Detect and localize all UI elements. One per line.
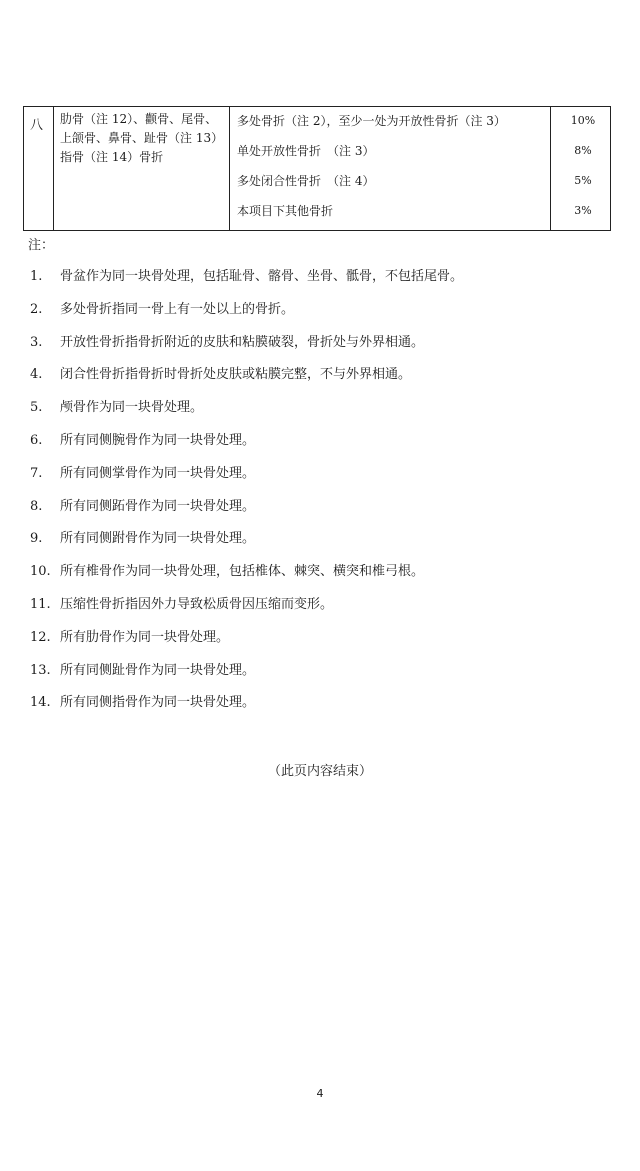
- condition-item: 单处开放性骨折 （注 3）: [237, 144, 375, 158]
- note-number: 5.: [30, 400, 43, 416]
- note-number: 6.: [30, 432, 43, 448]
- note-number: 14.: [30, 695, 51, 711]
- note-item: [30, 561, 463, 594]
- note-text: 所有肋骨作为同一块骨处理。: [60, 629, 230, 645]
- note-text: 骨盆作为同一块骨处理，包括耻骨、髂骨、坐骨、骶骨，不包括尾骨。: [60, 269, 464, 284]
- note-item: [30, 364, 463, 397]
- note-item: [30, 660, 463, 693]
- percentage-value: 8%: [574, 144, 592, 157]
- note-number: 3.: [30, 334, 43, 350]
- note-item: [30, 332, 463, 365]
- fracture-table: [23, 106, 611, 231]
- note-text: 闭合性骨折指骨折时骨折处皮肤或粘膜完整，不与外界相通。: [60, 367, 412, 383]
- note-number: 11.: [30, 596, 51, 612]
- note-item: [30, 463, 463, 496]
- note-item: [30, 299, 463, 332]
- note-number: 1.: [30, 269, 43, 284]
- bone-list: [60, 110, 230, 167]
- note-text: 所有同侧腕骨作为同一块骨处理。: [60, 432, 256, 448]
- note-text: 所有同侧指骨作为同一块骨处理。: [60, 695, 256, 711]
- bone-line: 上颌骨、鼻骨、趾骨（注 13）: [60, 131, 224, 145]
- table-divider: [53, 107, 54, 230]
- condition-item: 多处骨折（注 2），至少一处为开放性骨折（注 3）: [237, 114, 506, 128]
- note-item: [30, 594, 463, 627]
- note-item: [30, 496, 463, 529]
- note-number: 9.: [30, 531, 43, 547]
- note-number: 4.: [30, 367, 43, 383]
- note-item: [30, 430, 463, 463]
- condition-item: 本项目下其他骨折: [237, 204, 334, 218]
- note-text: 多处骨折指同一骨上有一处以上的骨折。: [60, 301, 295, 317]
- note-number: 8.: [30, 498, 43, 514]
- note-number: 12.: [30, 629, 51, 645]
- note-text: 压缩性骨折指因外力导致松质骨因压缩而变形。: [60, 596, 334, 612]
- note-item: [30, 627, 463, 660]
- note-item: [30, 397, 463, 430]
- notes-list: [30, 266, 463, 725]
- note-text: 所有同侧跗骨作为同一块骨处理。: [60, 531, 256, 547]
- percentage-value: 3%: [574, 204, 592, 217]
- note-item: [30, 528, 463, 561]
- note-text: 所有同侧趾骨作为同一块骨处理。: [60, 662, 256, 678]
- condition-list: [237, 107, 555, 227]
- notes-heading: 注：: [28, 238, 55, 253]
- row-number: 八: [30, 118, 44, 133]
- note-number: 2.: [30, 301, 43, 317]
- note-number: 13.: [30, 662, 51, 678]
- percentage-value: 5%: [574, 174, 592, 187]
- bone-line: 指骨（注 14）骨折: [60, 150, 164, 164]
- note-text: 所有同侧掌骨作为同一块骨处理。: [60, 465, 256, 481]
- percentage-list: [555, 107, 611, 227]
- note-text: 颅骨作为同一块骨处理。: [60, 400, 204, 416]
- note-item: [30, 692, 463, 725]
- end-of-page-text: （此页内容结束）: [267, 764, 372, 779]
- note-number: 7.: [30, 465, 43, 481]
- note-text: 所有椎骨作为同一块骨处理，包括椎体、棘突、横突和椎弓根。: [60, 564, 425, 580]
- note-text: 所有同侧跖骨作为同一块骨处理。: [60, 498, 256, 514]
- condition-item: 多处闭合性骨折 （注 4）: [237, 174, 375, 188]
- note-item: [30, 266, 463, 299]
- note-text: 开放性骨折指骨折附近的皮肤和粘膜破裂，骨折处与外界相通。: [60, 334, 425, 350]
- percentage-value: 10%: [570, 114, 596, 127]
- bone-line: 肋骨（注 12）、颧骨、尾骨、: [60, 112, 218, 126]
- note-number: 10.: [30, 564, 51, 580]
- page-number: 4: [316, 1087, 324, 1100]
